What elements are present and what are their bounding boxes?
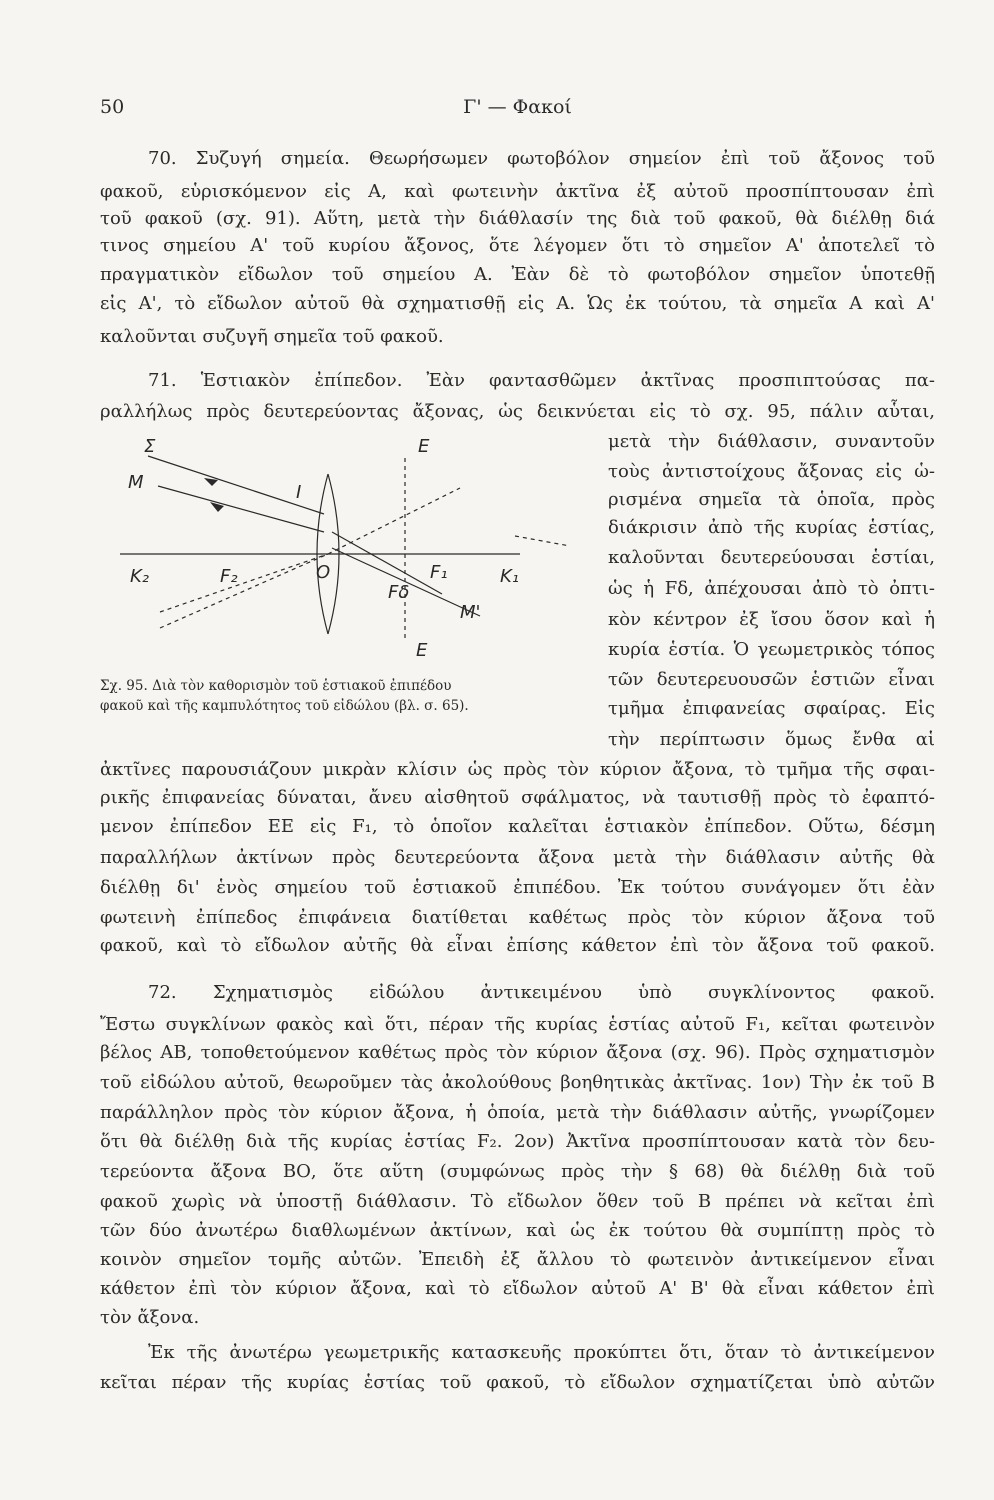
text-line: τοῦ εἰδώλου αὐτοῦ, θεωροῦμεν τὰς ἀκολούθους βοηθητικὰς ἀκτῖνας. 1ον) Τὴν ἐκ τοῦ Β (100, 1072, 935, 1093)
text-line: διέλθῃ δι' ἑνὸς σημείου τοῦ ἑστιακοῦ ἐπιπέδου. Ἐκ τούτου συνάγομεν ὅτι ἐὰν (100, 877, 935, 898)
text-line: φακοῦ, καὶ τὸ εἴδωλον αὐτῆς θὰ εἶναι ἐπίσης κάθετον ἐπὶ τὸν ἄξονα τοῦ φακοῦ. (100, 935, 935, 956)
text-line: τερεύοντα ἄξονα ΒΟ, ὅτε αὕτη (συμφώνως πρὸς τὴν § 68) θὰ διέλθῃ διὰ τοῦ (100, 1161, 935, 1182)
text-line: κὸν κέντρον ἐξ ἴσου ὅσον καὶ ἡ (608, 609, 935, 630)
secondary-axis-dashed (328, 488, 460, 554)
text-line: τοῦ φακοῦ (σχ. 91). Αὕτη, μετὰ τὴν διάθλασίν της διὰ τοῦ φακοῦ, θὰ διέλθῃ διά (100, 208, 935, 229)
refracted-ray-upper (332, 532, 442, 594)
text-line: διάκρισιν ἀπὸ τῆς κυρίας ἑστίας, (608, 517, 935, 538)
text-line: κάθετον ἐπὶ τὸν κύριον ἄξονα, καὶ τὸ εἴδωλον αὐτοῦ Α' Β' θὰ εἶναι κάθετον ἐπὶ (100, 1278, 935, 1299)
text-line: Ἔστω συγκλίνων φακὸς καὶ ὅτι, πέραν τῆς κυρίας ἑστίας αὐτοῦ F₁, κεῖται φωτεινὸν (100, 1014, 935, 1035)
text-line: ὡς ἡ Fδ, ἀπέχουσαι ἀπὸ τὸ ὀπτι- (608, 578, 935, 599)
caption-line-1: Σχ. 95. Διὰ τὸν καθορισμὸν τοῦ ἑστιακοῦ ἐπιπέδου (100, 678, 452, 694)
label-sigma: Σ (144, 436, 156, 457)
text-line: τινος σημείου Α' τοῦ κυρίου ἄξονος, ὅτε λέγομεν ὅτι τὸ σημεῖον Α' ἀποτελεῖ τὸ (100, 235, 935, 256)
text-line: τῶν δύο ἀνωτέρω διαθλωμένων ἀκτίνων, καὶ ὡς ἐκ τούτου θὰ συμπίπτῃ πρὸς τὸ (100, 1220, 935, 1241)
text-line: παραλλήλων ἀκτίνων πρὸς δευτερεύοντα ἄξονα μετὰ τὴν διάθλασιν αὐτῆς θὰ (100, 847, 935, 868)
page-number: 50 (100, 96, 125, 118)
label-f1: F₁ (430, 562, 448, 583)
figure-caption (100, 676, 590, 716)
text-line: τὸν ἄξονα. (100, 1307, 200, 1328)
arrow-upper-ray (204, 478, 218, 486)
text-line: ραλλήλως πρὸς δευτερεύοντας ἄξονας, ὡς δεικνύεται εἰς τὸ σχ. 95, πάλιν αὗται, (100, 401, 935, 422)
section-70-heading: 70. Συζυγή σημεία. Θεωρήσωμεν φωτοβόλον σημείον ἐπὶ τοῦ ἄξονος τοῦ (148, 148, 935, 169)
text-line: κεῖται πέραν τῆς κυρίας ἑστίας τοῦ φακοῦ, τὸ εἴδωλον σχηματίζεται ὑπὸ αὐτῶν (100, 1372, 935, 1393)
section-72-heading: 72. Σχηματισμὸς εἰδώλου ἀντικειμένου ὑπὸ συγκλίνοντος φακοῦ. (148, 982, 935, 1003)
label-e-top: E (418, 436, 430, 457)
dashed-extension-right (515, 536, 570, 546)
text-line: κυρία ἑστία. Ὁ γεωμετρικὸς τόπος (608, 639, 935, 660)
text-line: μετὰ τὴν διάθλασιν, συναντοῦν (608, 431, 935, 452)
text-line: ἀκτῖνες παρουσιάζουν μικρὰν κλίσιν ὡς πρὸς τὸν κύριον ἄξονα, τὸ τμῆμα τῆς σφαι- (100, 759, 935, 780)
text-line: τοὺς ἀντιστοίχους ἄξονας εἰς ὡ- (608, 461, 935, 482)
label-fd: Fδ (388, 582, 410, 603)
label-m: M (128, 472, 144, 493)
label-o: O (316, 562, 331, 583)
section-71-heading: 71. Ἑστιακὸν ἐπίπεδον. Ἐὰν φαντασθῶμεν ἀκτῖνας προσπιπτούσας πα- (148, 370, 935, 391)
page-header (100, 96, 935, 124)
text-line: φακοῦ χωρὶς νὰ ὑποστῇ διάθλασιν. Τὸ εἴδωλον ὅθεν τοῦ Β πρέπει νὰ κεῖται ἐπὶ (100, 1191, 935, 1212)
text-line: καλοῦνται συζυγῆ σημεῖα τοῦ φακοῦ. (100, 326, 444, 347)
label-k2: K₂ (130, 566, 150, 587)
parallel-dashed-ray (160, 554, 331, 612)
text-line: εἰς Α', τὸ εἴδωλον αὐτοῦ θὰ σχηματισθῇ εἰς Α. Ὡς ἐκ τούτου, τὰ σημεῖα Α καὶ Α' (100, 293, 935, 314)
text-line: τῶν δευτερευουσῶν ἑστιῶν εἶναι (608, 669, 935, 690)
label-m-prime: M' (460, 602, 481, 623)
text-line: κοινὸν σημεῖον τομῆς αὐτῶν. Ἐπειδὴ ἐξ ἄλλου τὸ φωτεινὸν ἀντικείμενον εἶναι (100, 1249, 935, 1270)
running-head: Γ' — Φακοί (463, 96, 572, 118)
text-line: ὅτι θὰ διέλθῃ διὰ τῆς κυρίας ἑστίας F₂. 2ον) Ἀκτῖνα προσπίπτουσαν κατὰ τὸν δευ- (100, 1131, 935, 1152)
text-line: τμῆμα ἐπιφανείας σφαίρας. Εἰς (608, 698, 935, 719)
text-line: Ἐκ τῆς ἀνωτέρω γεωμετρικῆς κατασκευῆς προκύπτει ὅτι, ὅταν τὸ ἀντικείμενον (148, 1342, 935, 1363)
label-e-bottom: E (416, 640, 428, 661)
text-line: φωτεινὴ ἐπίπεδος ἐπιφάνεια διατίθεται καθέτως πρὸς τὸν κύριον ἄξονα τοῦ (100, 907, 935, 928)
figure-95-diagram (100, 428, 600, 668)
label-f2: F₂ (220, 566, 238, 587)
label-i: I (296, 482, 302, 503)
text-line: τὴν περίπτωσιν ὅμως ἔνθα αἱ (608, 729, 935, 750)
text-line: φακοῦ, εὑρισκόμενον εἰς Α, καὶ φωτεινὴν ἀκτῖνα ἐξ αὐτοῦ προσπίπτουσαν ἐπὶ (100, 181, 935, 202)
text-line: ρισμένα σημεῖα τὰ ὁποῖα, πρὸς (608, 489, 935, 510)
text-line: πραγματικὸν εἴδωλον τοῦ σημείου Α. Ἐὰν δὲ τὸ φωτοβόλον σημεῖον ὑποτεθῇ (100, 264, 935, 285)
text-line: μενον ἐπίπεδον ΕΕ εἰς F₁, τὸ ὁποῖον καλεῖται ἑστιακὸν ἐπίπεδον. Οὕτω, δέσμη (100, 816, 935, 837)
text-line: καλοῦνται δευτερεύουσαι ἑστίαι, (608, 547, 935, 568)
secondary-axis-extension (160, 554, 331, 628)
text-line: ρικῆς ἐπιφανείας δύναται, ἄνευ αἰσθητοῦ σφάλματος, νὰ ταυτισθῇ πρὸς τὸ ἐφαπτό- (100, 787, 935, 808)
label-k1: K₁ (500, 566, 520, 587)
caption-line-2: φακοῦ καὶ τῆς καμπυλότητος τοῦ εἰδώλου (βλ. σ. 65). (100, 698, 469, 714)
text-line: βέλος ΑΒ, τοποθετούμενον καθέτως πρὸς τὸν κύριον ἄξονα (σχ. 96). Πρὸς σχηματισμὸν (100, 1042, 935, 1063)
text-line: παράλληλον πρὸς τὸν κύριον ἄξονα, ἡ ὁποία, μετὰ τὴν διάθλασιν αὐτῆς, γνωρίζομεν (100, 1102, 935, 1123)
